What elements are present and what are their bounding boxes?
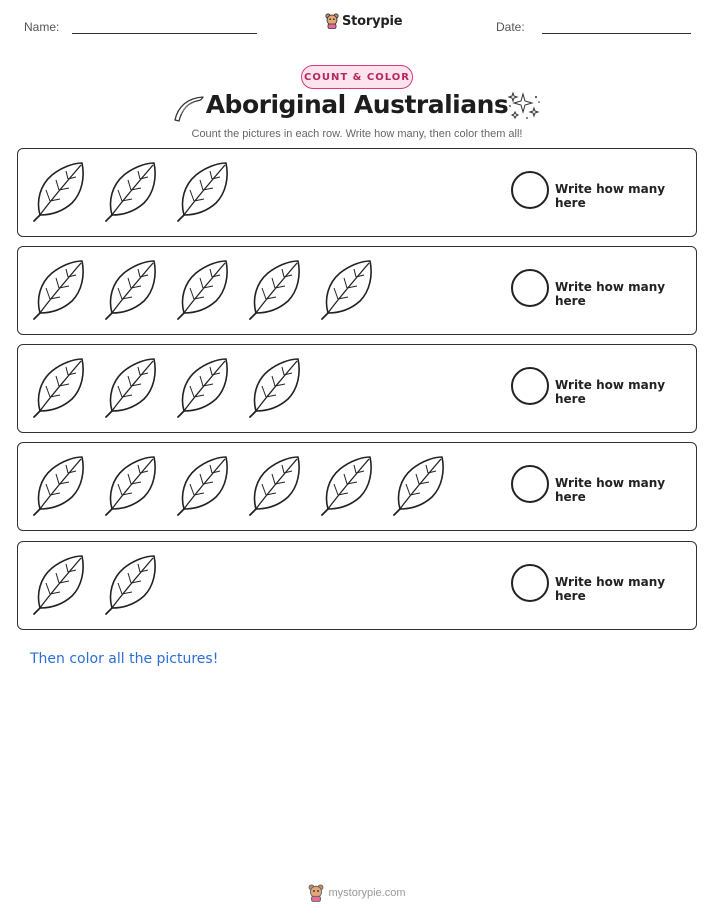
name-label: Name: <box>24 20 60 34</box>
answer-prompt: Write how many here <box>555 476 666 504</box>
leaf-icon[interactable] <box>102 451 174 517</box>
leaf-icon[interactable] <box>390 451 462 517</box>
picture-group <box>30 255 390 325</box>
leaf-icon[interactable] <box>30 157 102 223</box>
leaf-icon[interactable] <box>30 550 102 616</box>
date-label: Date: <box>496 20 525 34</box>
closing-instruction: Then color all the pictures! <box>30 651 219 667</box>
leaf-icon[interactable] <box>102 157 174 223</box>
answer-circle[interactable] <box>511 171 549 209</box>
instructions: Count the pictures in each row. Write how many, then color them all! <box>191 128 523 140</box>
leaf-icon[interactable] <box>102 353 174 419</box>
leaf-icon[interactable] <box>174 451 246 517</box>
picture-group <box>30 550 174 620</box>
footer <box>0 884 714 902</box>
counting-row <box>17 442 697 531</box>
picture-group <box>30 451 462 521</box>
brand-logo <box>325 13 402 29</box>
answer-circle[interactable] <box>511 564 549 602</box>
date-field[interactable] <box>542 33 691 34</box>
counting-row <box>17 246 697 335</box>
name-field[interactable] <box>72 33 257 34</box>
answer-prompt: Write how many here <box>555 575 666 603</box>
bear-mascot-icon <box>325 13 339 29</box>
leaf-icon[interactable] <box>30 353 102 419</box>
answer-prompt: Write how many here <box>555 378 666 406</box>
answer-circle[interactable] <box>511 465 549 503</box>
counting-row <box>17 344 697 433</box>
sparkles-icon <box>507 91 541 121</box>
footer-url[interactable]: mystorypie.com <box>328 887 406 899</box>
leaf-icon[interactable] <box>246 451 318 517</box>
page-title: Aboriginal Australians <box>205 90 509 119</box>
leaf-icon[interactable] <box>30 255 102 321</box>
bear-mascot-icon <box>308 884 324 902</box>
leaf-icon[interactable] <box>102 255 174 321</box>
brand-name: Storypie <box>342 13 403 29</box>
leaf-icon[interactable] <box>102 550 174 616</box>
leaf-icon[interactable] <box>30 451 102 517</box>
counting-row <box>17 541 697 630</box>
leaf-icon[interactable] <box>246 353 318 419</box>
answer-circle[interactable] <box>511 367 549 405</box>
answer-prompt: Write how many here <box>555 182 666 210</box>
counting-row <box>17 148 697 237</box>
leaf-icon[interactable] <box>174 255 246 321</box>
leaf-icon[interactable] <box>174 353 246 419</box>
leaf-icon[interactable] <box>318 451 390 517</box>
picture-group <box>30 353 318 423</box>
leaf-icon[interactable] <box>174 157 246 223</box>
category-badge: COUNT & COLOR <box>301 65 413 89</box>
leaf-icon[interactable] <box>246 255 318 321</box>
picture-group <box>30 157 246 227</box>
answer-prompt: Write how many here <box>555 280 666 308</box>
answer-circle[interactable] <box>511 269 549 307</box>
leaf-icon[interactable] <box>318 255 390 321</box>
